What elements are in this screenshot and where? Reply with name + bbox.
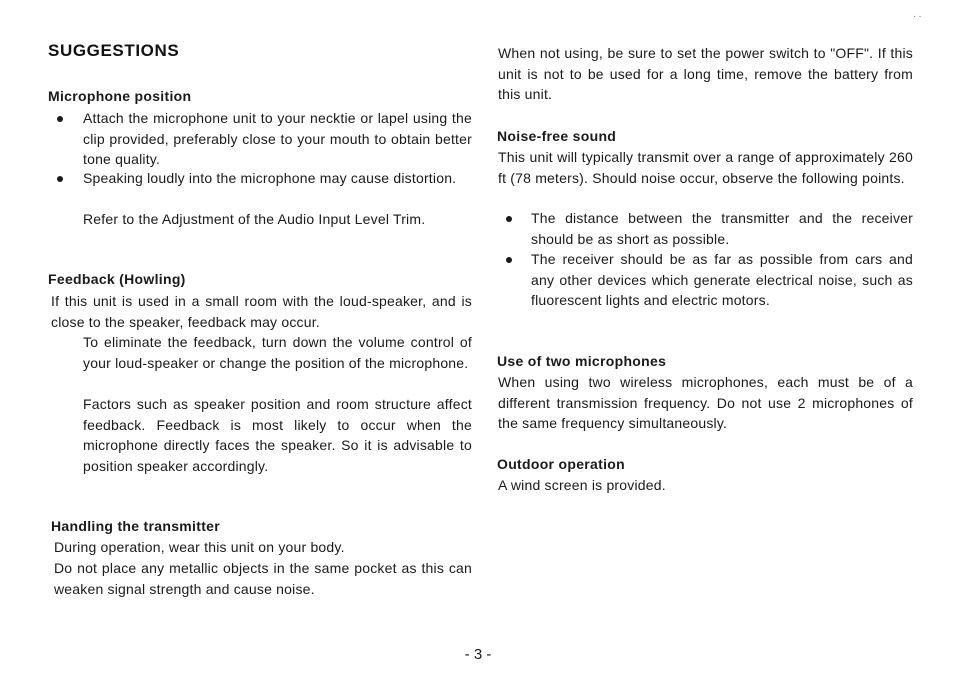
feedback-paragraph-2: Factors such as speaker position and room structure affect feedback. Feedback is most likely to occur when the microphone directly faces the speaker. So it is advisable to position speaker accordingly.: [83, 396, 472, 474]
bullet-text: Attach the microphone unit to your necktie or lapel using the clip provided, preferably close to your mouth to obtain better tone quality.: [83, 110, 472, 167]
bullet-icon: [57, 116, 63, 122]
outdoor-text: A wind screen is provided.: [498, 477, 666, 493]
bullet-icon: [57, 176, 63, 182]
power-note: When not using, be sure to set the power switch to "OFF". If this unit is not to be used for a long time, remove the battery from this unit.: [498, 45, 913, 102]
outdoor-heading: Outdoor operation: [497, 456, 625, 472]
microphone-note: Refer to the Adjustment of the Audio Input Level Trim.: [83, 211, 426, 227]
bullet-icon: [506, 257, 512, 263]
list-item: [506, 249, 913, 331]
list-item: [506, 208, 913, 250]
scan-speck-decoration: ··: [913, 11, 924, 22]
bullet-text: The distance between the transmitter and the receiver should be as short as possible.: [531, 210, 913, 247]
two-microphones-heading: Use of two microphones: [497, 353, 667, 369]
feedback-heading: Feedback (Howling): [48, 271, 186, 287]
bullet-text: Speaking loudly into the microphone may cause distortion.: [83, 170, 457, 186]
bullet-icon: [506, 216, 512, 222]
bullet-text: The receiver should be as far as possible from cars and any other devices which generate electrical noise, such as fluorescent lights and electric motors.: [531, 251, 913, 308]
feedback-intro: If this unit is used in a small room with the loud-speaker, and is close to the speaker, feedback may occur.: [51, 293, 472, 330]
list-item: [57, 108, 472, 170]
feedback-paragraph-1: To eliminate the feedback, turn down the volume control of your loud-speaker or change the position of the microphone.: [83, 334, 472, 371]
noise-free-intro: This unit will typically transmit over a range of approximately 260 ft (78 meters). Should noise occur, observe the following points.: [498, 149, 913, 186]
page-number: - 3 -: [464, 646, 492, 663]
handling-paragraph-2: Do not place any metallic objects in the same pocket as this can weaken signal strength and cause noise.: [54, 560, 472, 597]
two-microphones-text: When using two wireless microphones, each must be of a different transmission frequency. Do not use 2 microphones of the same frequency simultaneously.: [498, 374, 913, 431]
list-item: [57, 168, 472, 210]
noise-free-heading: Noise-free sound: [497, 128, 617, 144]
handling-heading: Handling the transmitter: [51, 518, 220, 534]
microphone-position-heading: Microphone position: [48, 88, 192, 104]
page-title: SUGGESTIONS: [48, 41, 180, 60]
handling-paragraph-1: During operation, wear this unit on your body.: [54, 539, 345, 555]
